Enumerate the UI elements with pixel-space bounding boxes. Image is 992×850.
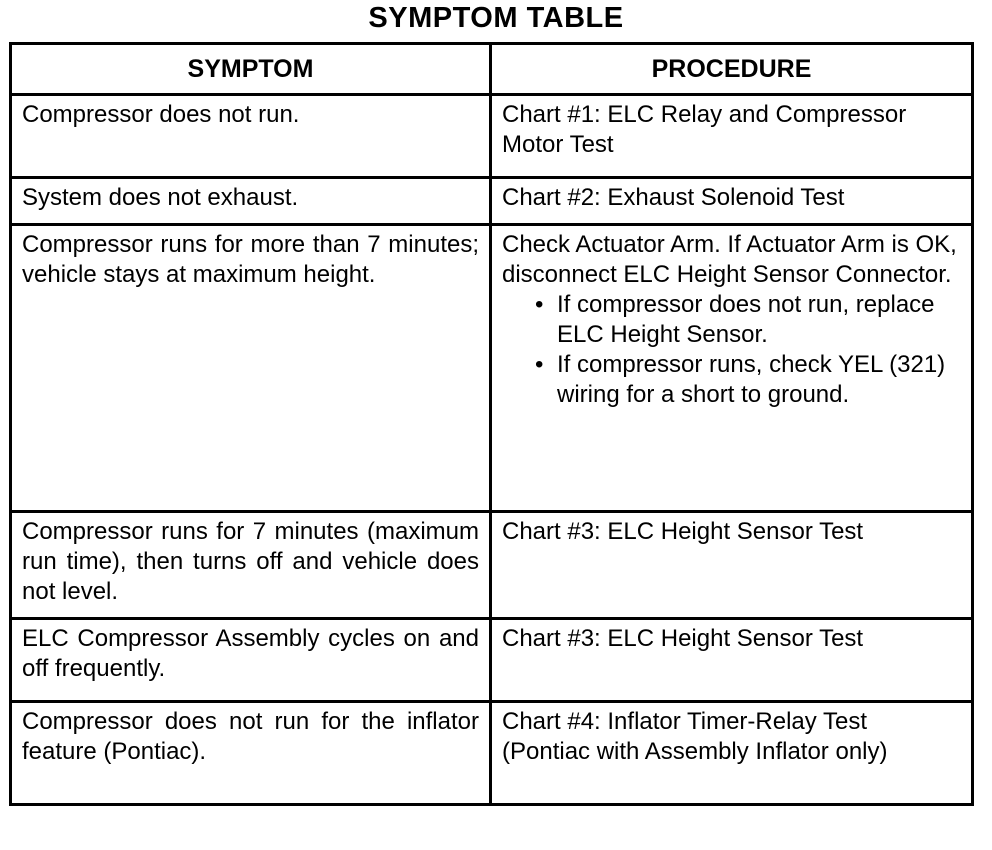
table-row bbox=[11, 178, 973, 225]
procedure-cell bbox=[491, 512, 973, 619]
procedure-column-header: PROCEDURE bbox=[491, 44, 973, 95]
symptom-cell: System does not exhaust. bbox=[11, 178, 491, 225]
symptom-table bbox=[9, 42, 974, 806]
bullet-icon: • bbox=[535, 351, 544, 378]
symptom-cell: Compressor does not run. bbox=[11, 95, 491, 178]
bullet-icon: • bbox=[535, 291, 544, 318]
page-title: SYMPTOM TABLE bbox=[368, 2, 624, 34]
symptom-cell: Compressor runs for more than 7 minutes; vehicle stays at maximum height. bbox=[11, 225, 491, 512]
procedure-bullet bbox=[529, 290, 961, 350]
bullet-text: If compressor runs, check YEL (321) wiring for a short to ground. bbox=[557, 351, 946, 408]
bullet-text: If compressor does not run, replace ELC Height Sensor. bbox=[557, 291, 935, 348]
procedure-cell bbox=[491, 95, 973, 178]
procedure-text: Chart #2: Exhaust Solenoid Test bbox=[502, 184, 845, 211]
table-row bbox=[11, 225, 973, 512]
table-row bbox=[11, 702, 973, 805]
procedure-text: Chart #3: ELC Height Sensor Test bbox=[502, 518, 864, 545]
procedure-text: Chart #4: Inflator Timer-Relay Test (Pontiac with Assembly Inflator only) bbox=[502, 708, 888, 765]
procedure-bullet-list bbox=[502, 290, 961, 410]
symptom-cell: Compressor runs for 7 minutes (maximum run time), then turns off and vehicle does not level. bbox=[11, 512, 491, 619]
procedure-cell bbox=[491, 225, 973, 512]
procedure-text: Chart #3: ELC Height Sensor Test bbox=[502, 625, 864, 652]
table-row bbox=[11, 512, 973, 619]
header-row bbox=[11, 44, 973, 95]
procedure-cell bbox=[491, 702, 973, 805]
procedure-text: Chart #1: ELC Relay and Compressor Motor Test bbox=[502, 101, 907, 158]
symptom-cell: ELC Compressor Assembly cycles on and off frequently. bbox=[11, 619, 491, 702]
symptom-cell: Compressor does not run for the inflator feature (Pontiac). bbox=[11, 702, 491, 805]
procedure-bullet bbox=[529, 350, 961, 410]
symptom-column-header: SYMPTOM bbox=[11, 44, 491, 95]
procedure-cell bbox=[491, 178, 973, 225]
table-row bbox=[11, 619, 973, 702]
table-row bbox=[11, 95, 973, 178]
procedure-text: Check Actuator Arm. If Actuator Arm is OK, disconnect ELC Height Sensor Connector. bbox=[502, 231, 957, 288]
procedure-cell bbox=[491, 619, 973, 702]
